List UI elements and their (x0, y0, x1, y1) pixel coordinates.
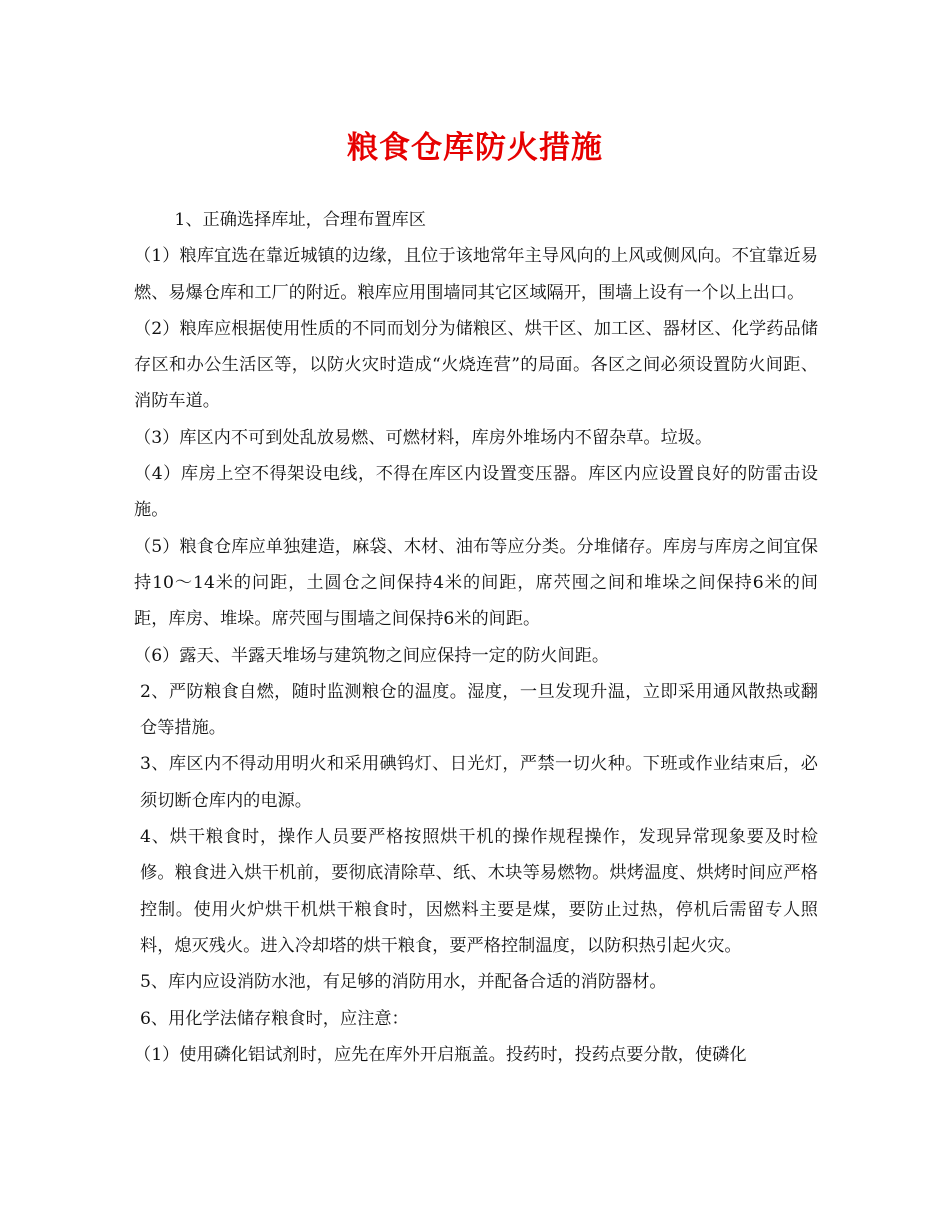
document-body (134, 202, 818, 1073)
paragraph-1-2: （2）粮库应根据使用性质的不同而划分为储粮区、烘干区、加工区、器材区、化学药品储存区和办公生活区等，以防火灾时造成“火烧连营”的局面。各区之间必须设置防火间距、消防车道。 (134, 318, 818, 412)
document-title: 粮食仓库防火措施 (347, 130, 603, 166)
section-4: 4、烘干粮食时，操作人员要严格按照烘干机的操作规程操作，发现异常现象要及时检修。粮食进入烘干机前，要彻底清除草、纸、木块等易燃物。烘烤温度、烘烤时间应严格控制。使用火炉烘干机烘干粮食时，因燃料主要是煤，要防止过热，停机后需留专人照料，熄灭残火。进入冷却塔的烘干粮食，要严格控制温度，以防积热引起火灾。 (140, 827, 818, 956)
section-2: 2、严防粮食自燃，随时监测粮仓的温度。湿度，一旦发现升温，立即采用通风散热或翻仓等措施。 (140, 681, 818, 739)
paragraph-6-1: （1）使用磷化铝试剂时，应先在库外开启瓶盖。投药时，投药点要分散，使磷化 (134, 1044, 747, 1065)
section-3: 3、库区内不得动用明火和采用碘钨灯、日光灯，严禁一切火种。下班或作业结束后，必须切断仓库内的电源。 (140, 754, 818, 811)
paragraph-1-3: （3）库区内不可到处乱放易燃、可燃材料，库房外堆场内不留杂草。垃圾。 (134, 427, 713, 448)
paragraph-1-6: （6）露天、半露天堆场与建筑物之间应保持一定的防火间距。 (134, 645, 610, 666)
paragraph-1-5: （5）粮食仓库应单独建造，麻袋、木材、油布等应分类。分堆储存。库房与库房之间宜保持10～14米的问距，土圆仓之间保持4米的间距，席茓囤之间和堆垛之间保持6米的间距，库房、堆垛。席茓囤与围墙之间保持6米的间距。 (134, 536, 818, 630)
paragraph-1-4: （4）库房上空不得架设电线，不得在库区内设置变压器。库区内应设置良好的防雷击设施。 (134, 464, 818, 521)
section-heading-1: 1、正确选择库址，合理布置库区 (174, 210, 426, 230)
section-5: 5、库内应设消防水池，有足够的消防用水，并配备合适的消防器材。 (140, 972, 667, 993)
paragraph-1-1: （1）粮库宜选在靠近城镇的边缘，且位于该地常年主导风向的上风或侧风向。不宜靠近易燃、易爆仓库和工厂的附近。粮库应用围墙同其它区域隔开，围墙上设有一个以上出口。 (134, 246, 818, 303)
section-6: 6、用化学法储存粮食时，应注意： (140, 1008, 409, 1029)
